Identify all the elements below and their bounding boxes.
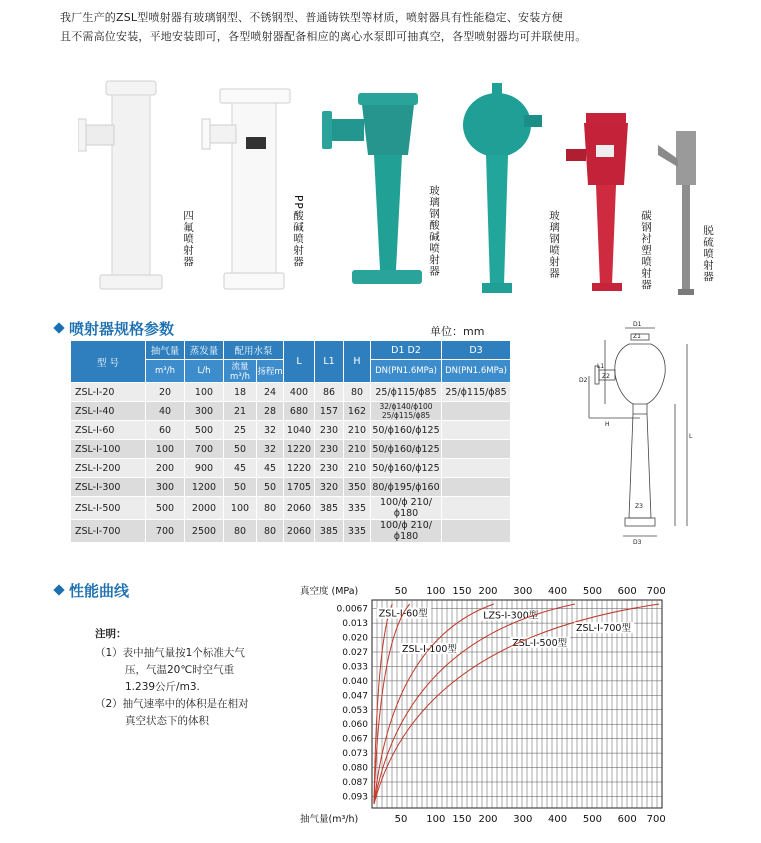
y-tick-label: 0.067 — [342, 734, 368, 745]
x-tick-label-bottom: 700 — [646, 814, 666, 825]
product-label: 碳钢衬塑喷射器 — [640, 210, 652, 291]
x-tick-label-top: 200 — [478, 586, 498, 597]
x-tick-label-bottom: 100 — [426, 814, 446, 825]
x-tick-label-top: 300 — [513, 586, 533, 597]
series-label: ZSL-I-60型 — [378, 608, 428, 620]
spec-title: 喷射器规格参数 — [55, 318, 174, 339]
th-L: L — [284, 341, 315, 383]
diagram-label-z2: Z2 — [602, 373, 610, 380]
y-tick-label: 0.093 — [342, 792, 368, 803]
x-tick-label-bottom: 400 — [548, 814, 568, 825]
product-steel-lined — [566, 75, 656, 300]
intro-line-2: 且不需高位安装，平地安装即可，各型喷射器配备相应的离心水泵即可抽真空，各型喷射器均可并联使用。 — [60, 30, 587, 43]
th-air-unit: m³/h — [146, 360, 185, 383]
y-tick-label: 0.013 — [342, 619, 368, 630]
y-tick-label: 0.040 — [342, 676, 368, 687]
note-1b: 压，气温20℃时空气重 — [125, 664, 235, 676]
x-tick-label-top: 600 — [617, 586, 637, 597]
th-air: 抽气量 — [146, 341, 185, 360]
frp-acid-ejector-image — [322, 75, 432, 300]
y-axis-label: 真空度 (MPa) — [300, 586, 359, 597]
diamond-bullet-icon — [53, 322, 64, 333]
y-tick-label: 0.047 — [342, 691, 368, 702]
table-row: ZSL-I-500 500 2000 100 80 2060 385 335 100/ϕ 210/ϕ180 — [71, 497, 511, 520]
y-tick-label: 0.073 — [342, 749, 368, 760]
diagram-label-h: H — [605, 421, 610, 428]
pp-ejector-image — [200, 75, 300, 300]
notes-title: 注明： — [95, 628, 127, 640]
series-label: ZSL-I-100型 — [402, 644, 457, 655]
th-d1d2: D1 D2 — [371, 341, 442, 360]
frp-ejector-image — [454, 75, 544, 300]
x-tick-label-top: 700 — [646, 586, 666, 597]
steel-lined-ejector-image — [566, 75, 641, 300]
spec-table — [70, 340, 511, 543]
table-row: ZSL-I-700 700 2500 80 80 2060 385 335 100/ϕ 210/ϕ180 — [71, 520, 511, 543]
x-tick-label-top: 50 — [394, 586, 408, 597]
th-head: 扬程m — [257, 360, 284, 383]
product-frp — [454, 75, 564, 300]
table-row: ZSL-I-200 200 900 45 45 1220 230 210 50/ϕ160/ϕ125 — [71, 459, 511, 478]
x-tick-label-bottom: 500 — [582, 814, 602, 825]
desulfur-ejector-image — [658, 75, 703, 300]
product-label: 脱硫喷射器 — [702, 225, 714, 283]
diagram-label-z3: Z3 — [635, 503, 643, 510]
y-tick-label: 0.060 — [342, 720, 368, 731]
th-dn1: DN(PN1.6MPa) — [371, 360, 442, 383]
table-row: ZSL-I-100 100 700 50 32 1220 230 210 50/ϕ160/ϕ125 — [71, 440, 511, 459]
product-frp-acid — [322, 75, 452, 300]
table-row: ZSL-I-60 60 500 25 32 1040 230 210 50/ϕ160/ϕ125 — [71, 421, 511, 440]
table-row: ZSL-I-40 40 300 21 28 680 157 162 32/ϕ140/ϕ100 25/ϕ115/ϕ85 — [71, 402, 511, 421]
th-d3: D3 — [442, 341, 511, 360]
series-label: LZS-I-300型 — [483, 610, 539, 622]
y-tick-label: 0.087 — [342, 778, 368, 788]
x-tick-label-bottom: 300 — [513, 814, 533, 825]
table-row: ZSL-I-20 20 100 18 24 400 86 80 25/ϕ115/ϕ85 25/ϕ115/ϕ85 — [71, 383, 511, 402]
diagram-label-z1: Z1 — [633, 333, 641, 340]
x-tick-label-bottom: 150 — [452, 814, 472, 825]
x-tick-label-top: 400 — [548, 586, 568, 597]
ejector-dimension-diagram — [575, 318, 705, 550]
product-label: PP酸碱喷射器 — [292, 195, 304, 268]
product-ptfe — [78, 75, 198, 300]
th-evap-unit: L/h — [185, 360, 224, 383]
x-tick-label-top: 500 — [582, 586, 602, 597]
note-2a: （2）抽气速率中的体积是在相对 — [95, 698, 249, 710]
y-tick-label: 0.027 — [342, 648, 368, 658]
y-tick-label: 0.080 — [342, 763, 368, 774]
y-tick-label: 0.0067 — [336, 604, 368, 615]
x-tick-label-bottom: 50 — [394, 814, 408, 825]
perf-title: 性能曲线 — [55, 580, 129, 601]
performance-chart — [300, 576, 680, 831]
intro-text — [60, 8, 700, 46]
note-1a: （1）表中抽气量按1个标准大气 — [95, 647, 245, 659]
y-tick-label: 0.020 — [342, 633, 368, 644]
series-label: ZSL-I-700型 — [576, 623, 631, 635]
intro-line-1: 我厂生产的ZSL型喷射器有玻璃钢型、不锈钢型、普通铸铁型等材质，喷射器具有性能稳定、安装方便 — [60, 11, 563, 24]
product-label: 玻璃钢酸碱喷射器 — [428, 185, 440, 277]
diagram-label-d2: D2 — [579, 377, 588, 384]
y-tick-label: 0.053 — [342, 705, 368, 716]
notes — [95, 626, 295, 730]
diagram-label-l1: L1 — [597, 363, 605, 370]
product-desulfur — [658, 75, 720, 300]
unit-label: 单位：mm — [430, 325, 485, 338]
x-tick-label-bottom: 600 — [617, 814, 637, 825]
diagram-label-l: L — [689, 433, 693, 440]
diagram-label-d1: D1 — [633, 321, 642, 328]
diamond-bullet-icon — [53, 584, 64, 595]
product-label: 玻璃钢喷射器 — [548, 210, 560, 279]
x-tick-label-top: 150 — [452, 586, 472, 597]
th-H: H — [344, 341, 371, 383]
product-photos — [60, 75, 720, 300]
table-row: ZSL-I-300 300 1200 50 50 1705 320 350 80/ϕ195/ϕ160 — [71, 478, 511, 497]
x-axis-label: 抽气量(m³/h) — [300, 814, 359, 825]
product-pp — [200, 75, 320, 300]
th-model: 型 号 — [71, 341, 146, 383]
note-2b: 真空状态下的体积 — [125, 715, 209, 727]
th-pump: 配用水泵 — [224, 341, 284, 360]
th-dn2: DN(PN1.6MPa) — [442, 360, 511, 383]
series-label: ZSL-I-500型 — [512, 637, 568, 649]
x-tick-label-top: 100 — [426, 586, 446, 597]
note-1c: 1.239公斤/m3. — [125, 681, 200, 693]
diagram-label-d3: D3 — [633, 539, 642, 546]
ptfe-ejector-image — [78, 75, 178, 300]
th-flow: 流量m³/h — [224, 360, 257, 383]
product-label: 四氟喷射器 — [182, 210, 194, 268]
y-tick-label: 0.033 — [342, 662, 368, 673]
th-L1: L1 — [315, 341, 344, 383]
th-evap: 蒸发量 — [185, 341, 224, 360]
x-tick-label-bottom: 200 — [478, 814, 498, 825]
